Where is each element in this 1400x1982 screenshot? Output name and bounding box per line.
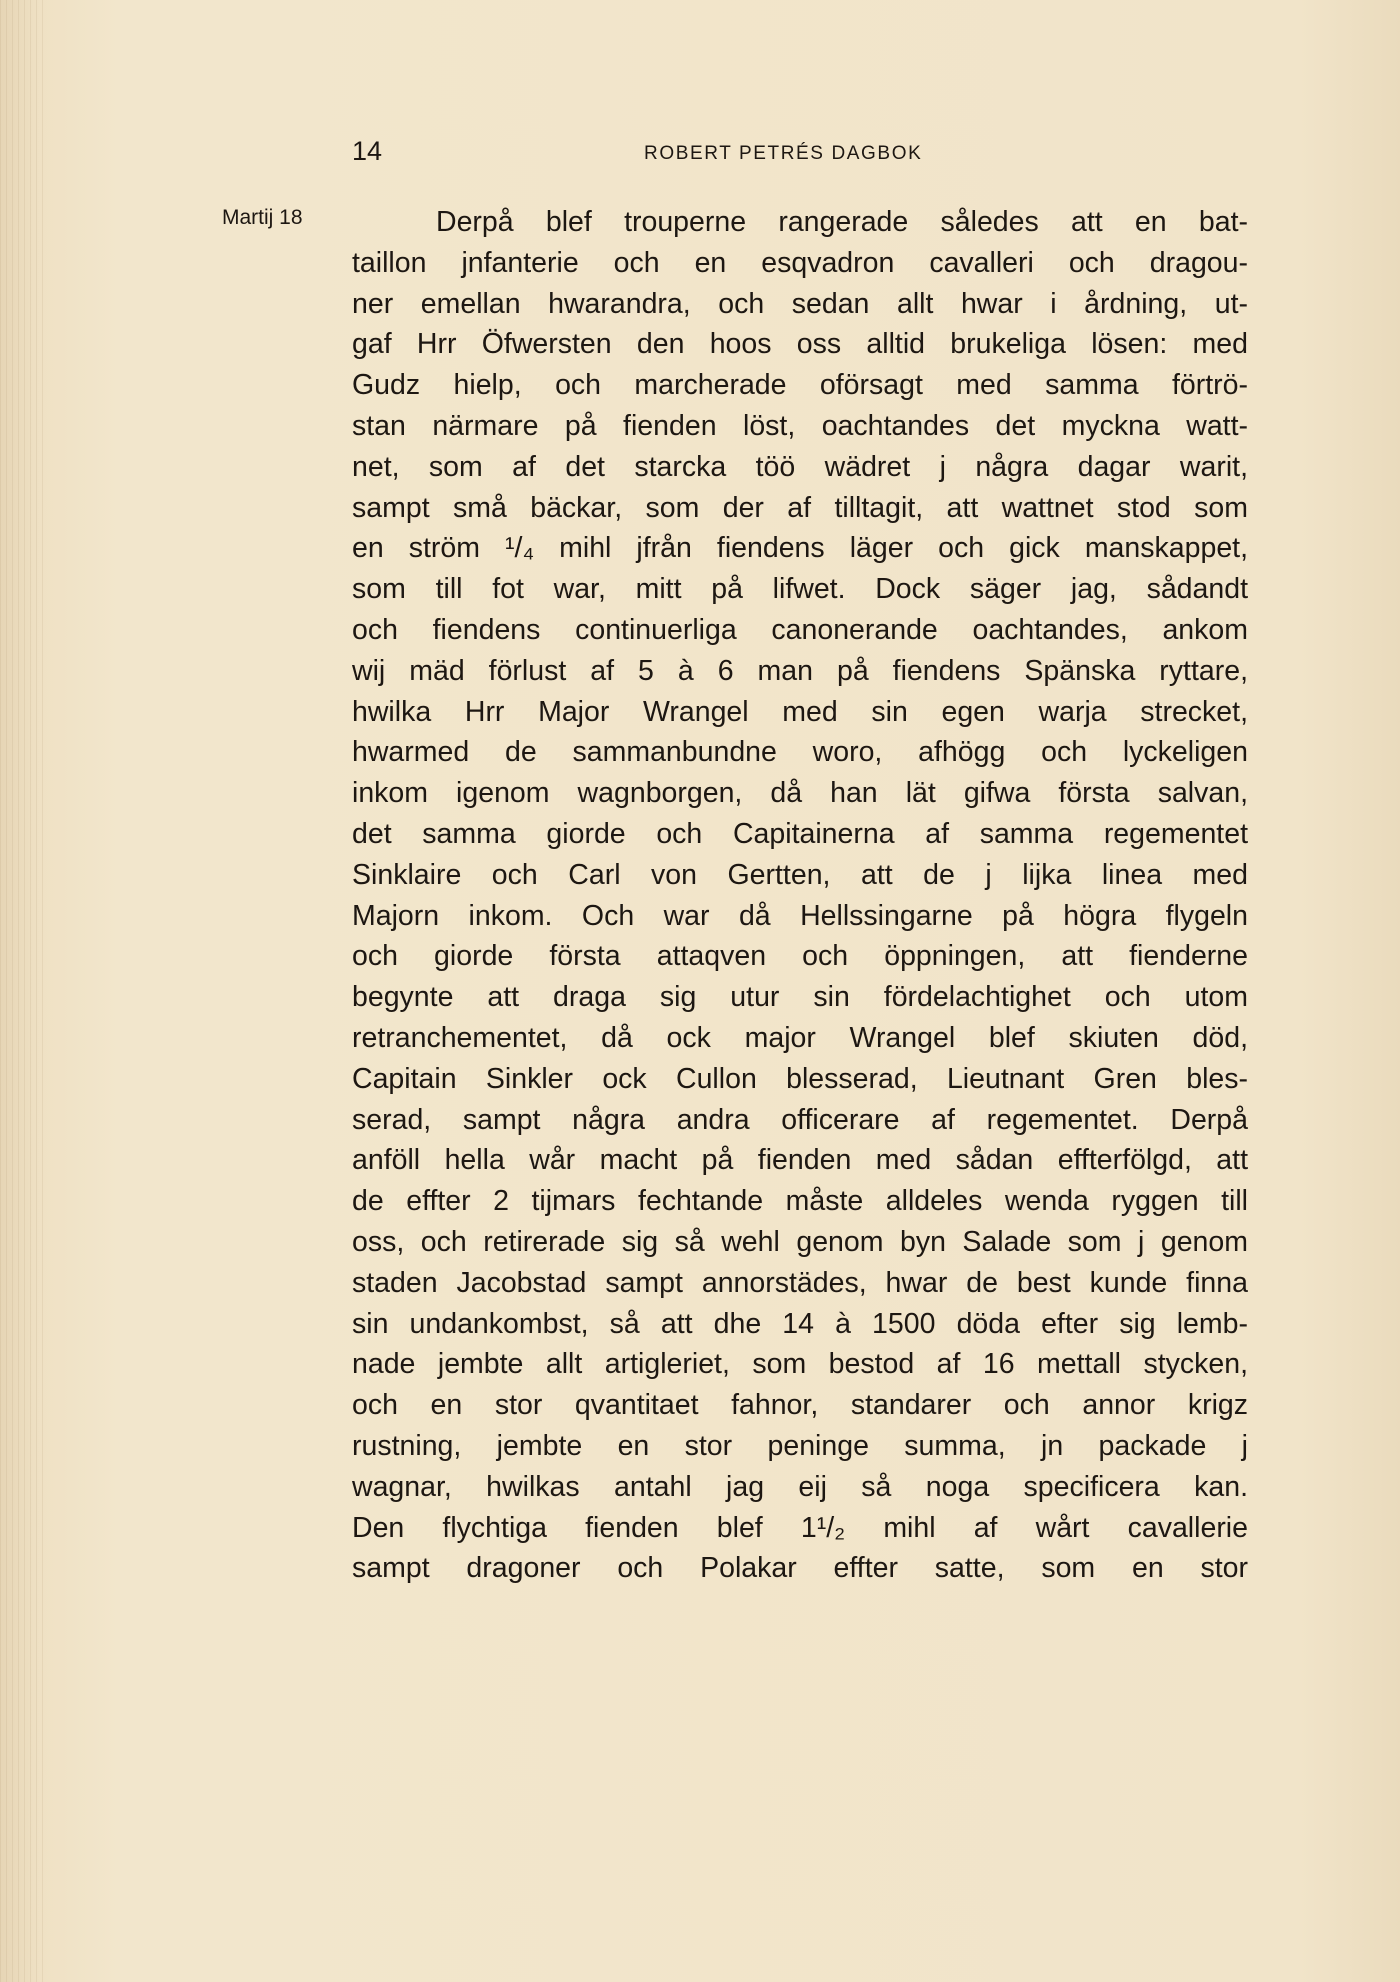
text-line: rustning, jembte en stor peninge summa, jn packade j [352,1429,1248,1462]
text-line: Gudz hielp, och marcherade oförsagt med samma förtrö- [352,369,1248,402]
text-line: Den flychtiga fienden blef 1¹/₂ mihl af wårt cavallerie [352,1511,1248,1544]
text-line: sin undankombst, så att dhe 14 à 1500 döda efter sig lemb- [352,1307,1248,1340]
text-line: sampt dragoner och Polakar effter satte, som en stor [352,1552,1248,1585]
text-line: det samma giorde och Capitainerna af samma regementet [352,817,1248,850]
binding-edge [0,0,46,1982]
text-line: som till fot war, mitt på lifwet. Dock säger jag, sådandt [352,573,1248,606]
text-line: gaf Hrr Öfwersten den hoos oss alltid brukeliga lösen: med [352,328,1248,361]
text-line: staden Jacobstad sampt annorstädes, hwar de best kunde finna [352,1266,1248,1299]
text-line: stan närmare på fienden löst, oachtandes det myckna watt- [352,409,1248,442]
text-line: begynte att draga sig utur sin fördelachtighet och utom [352,981,1248,1014]
text-line: retranchementet, då ock major Wrangel blef skiuten död, [352,1021,1248,1054]
text-line: Capitain Sinkler ock Cullon blesserad, Lieutnant Gren bles- [352,1062,1248,1095]
text-line: Majorn inkom. Och war då Hellssingarne på högra flygeln [352,899,1248,932]
text-line: wagnar, hwilkas antahl jag eij så noga specificera kan. [352,1470,1248,1503]
text-line: och giorde första attaqven och öppningen, att fienderne [352,940,1248,973]
body-text [352,202,1248,1589]
text-line: de effter 2 tijmars fechtande måste alldeles wenda ryggen till [352,1185,1248,1218]
text-line: Sinklaire och Carl von Gertten, att de j lijka linea med [352,858,1248,891]
text-line: nade jembte allt artigleriet, som bestod af 16 mettall stycken, [352,1348,1248,1381]
text-line: hwarmed de sammanbundne woro, afhögg och lyckeligen [352,736,1248,769]
text-line: anföll hella wår macht på fienden med sådan effterfölgd, att [352,1144,1248,1177]
page-header [352,136,1012,176]
text-line: en ström ¹/₄ mihl jfrån fiendens läger och gick manskappet, [352,532,1248,565]
page-number: 14 [352,136,383,166]
text-line: wij mäd förlust af 5 à 6 man på fiendens Spänska ryttare, [352,654,1248,687]
text-line: serad, sampt några andra officerare af regementet. Derpå [352,1103,1248,1136]
text-line: hwilka Hrr Major Wrangel med sin egen warja strecket, [352,695,1248,728]
margin-date-note: Martij 18 [222,206,303,229]
running-head: ROBERT PETRÉS DAGBOK [644,143,923,164]
text-line: Derpå blef trouperne rangerade således att en bat- [436,206,1248,238]
text-line: sampt små bäckar, som der af tilltagit, att wattnet stod som [352,491,1248,524]
text-line: och fiendens continuerliga canonerande oachtandes, ankom [352,613,1248,646]
text-line: inkom igenom wagnborgen, då han lät gifwa första salvan, [352,777,1248,810]
text-line: och en stor qvantitaet fahnor, standarer och annor krigz [352,1389,1248,1422]
text-line: ner emellan hwarandra, och sedan allt hwar i årdning, ut- [352,287,1248,320]
text-line: net, som af det starcka töö wädret j några dagar warit, [352,450,1248,483]
text-line: taillon jnfanterie och en esqvadron cavalleri och dragou- [352,246,1248,279]
text-line: oss, och retirerade sig så wehl genom byn Salade som j genom [352,1225,1248,1258]
